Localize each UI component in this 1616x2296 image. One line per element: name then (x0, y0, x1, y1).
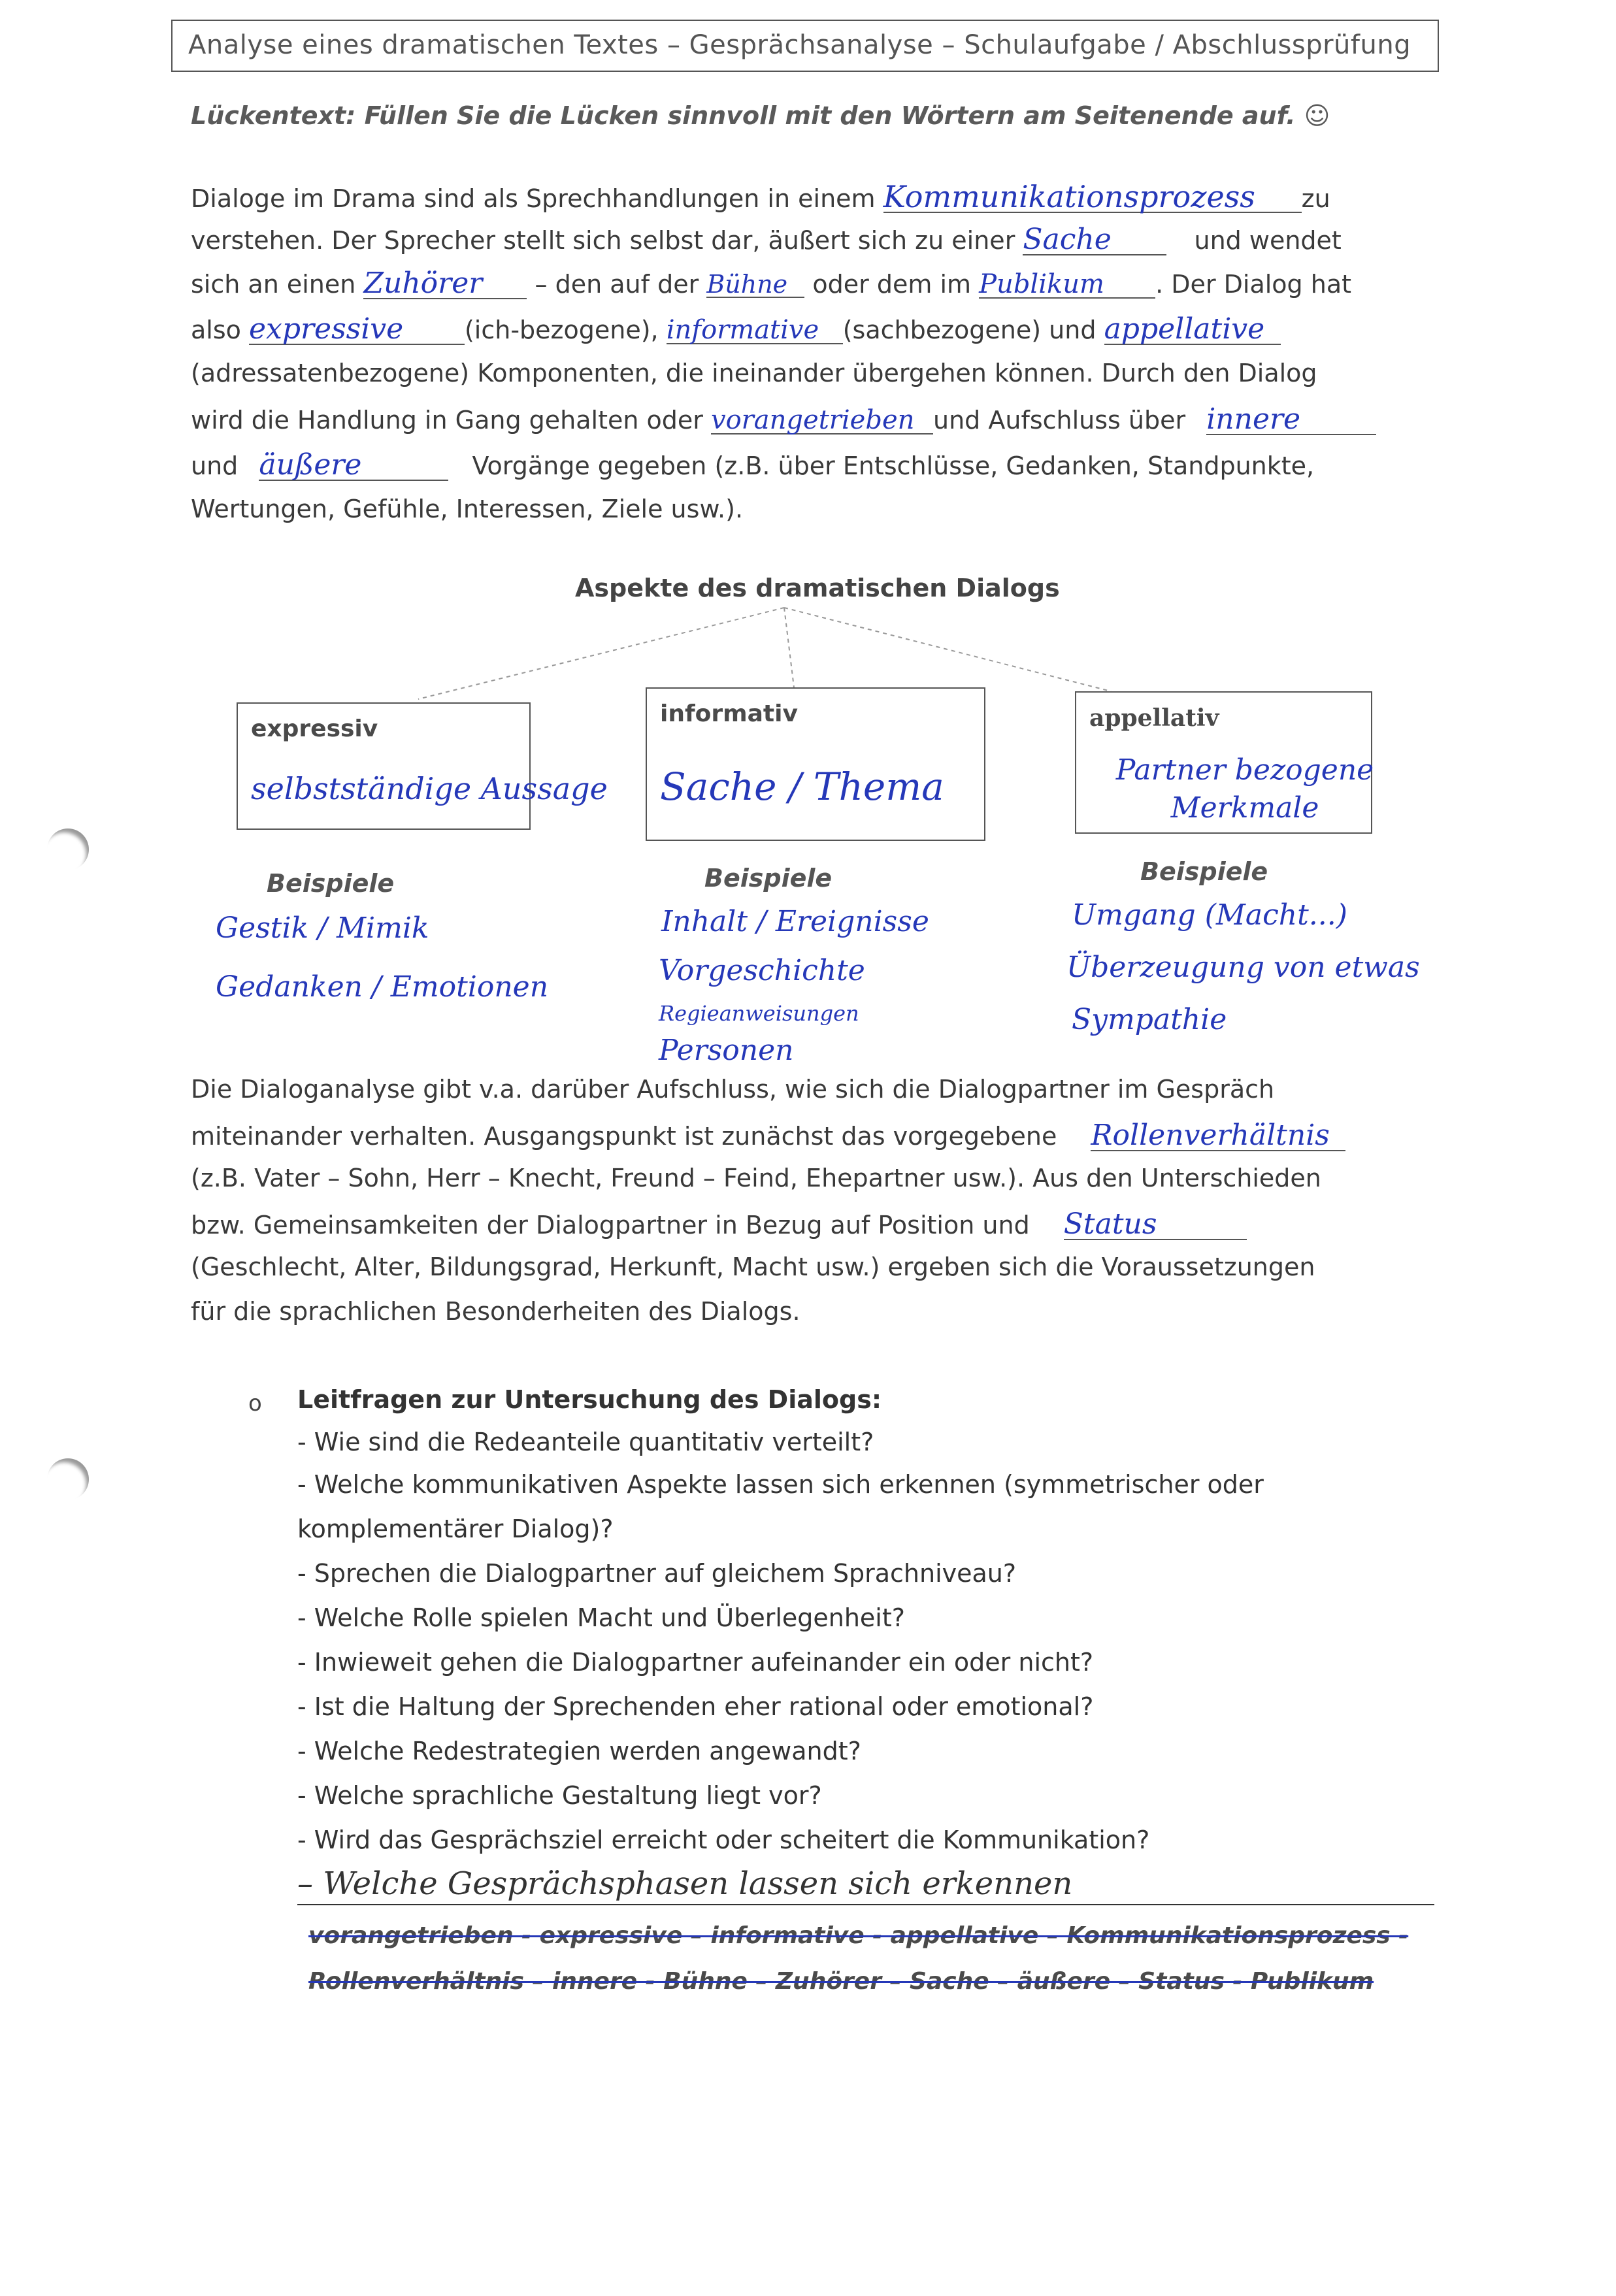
analysis-text: miteinander verhalten. Ausgangspunkt ist zunächst das vorgegebene (191, 1122, 1057, 1151)
example-item: Regieanweisungen (659, 1001, 859, 1026)
instruction-text: Lückentext: Füllen Sie die Lücken sinnvoll mit den Wörtern am Seitenende auf. ☺ (191, 101, 1330, 130)
handwritten-question: – Welche Gesprächsphasen lassen sich erkennen (297, 1865, 1073, 1902)
example-item: Personen (659, 1034, 794, 1067)
answer-blank: äußere (259, 451, 448, 481)
example-item: Gedanken / Emotionen (216, 970, 549, 1004)
answer-blank: Rollenverhältnis (1091, 1121, 1345, 1151)
question-item: - Sprechen die Dialogpartner auf gleichem Sprachniveau? (297, 1559, 1017, 1588)
cloze-line-5: (adressatenbezogene) Komponenten, die ineinander übergehen können. Durch den Dialog (191, 359, 1317, 387)
diagram-title: Aspekte des dramatischen Dialogs (575, 574, 1060, 602)
answer-blank: vorangetrieben (711, 407, 933, 435)
cloze-text: Dialoge im Drama sind als Sprechhandlungen in einem (191, 184, 876, 213)
wordbank-line-1: vorangetrieben - expressive – informative - appellative – Kommunikationsprozess - (308, 1922, 1409, 1949)
page-title: Analyse eines dramatischen Textes – Gesprächsanalyse – Schulaufgabe / Abschlussprüfung (188, 30, 1411, 60)
wordbank-line-2: Rollenverhältnis – innere - Bühne – Zuhörer – Sache – äußere – Status - Publikum (308, 1968, 1374, 1995)
cloze-text: – den auf der (535, 270, 699, 299)
cloze-text: (ich-bezogene), (464, 316, 659, 344)
cloze-line-8: Wertungen, Gefühle, Interessen, Ziele usw.). (191, 495, 744, 523)
answer-blank: Status (1064, 1210, 1247, 1240)
example-item: Inhalt / Ereignisse (661, 905, 929, 938)
analysis-line-3: (z.B. Vater – Sohn, Herr – Knecht, Freund – Feind, Ehepartner usw.). Aus den Unterschieden (191, 1164, 1321, 1192)
cloze-text: also (191, 316, 241, 344)
question-item: komplementärer Dialog)? (297, 1515, 614, 1543)
analysis-text: bzw. Gemeinsamkeiten der Dialogpartner in Bezug auf Position und (191, 1211, 1030, 1239)
example-item: Gestik / Mimik (216, 911, 429, 945)
punch-hole-bottom (47, 1458, 89, 1500)
guiding-questions-title: Leitfragen zur Untersuchung des Dialogs: (297, 1385, 882, 1414)
question-item: - Welche Rolle spielen Macht und Überlegenheit? (297, 1603, 905, 1632)
answer-blank: Zuhörer (363, 269, 527, 299)
cloze-text: verstehen. Der Sprecher stellt sich selbst dar, äußert sich zu einer (191, 226, 1015, 255)
example-item: Überzeugung von etwas (1066, 951, 1420, 984)
question-item: - Welche kommunikativen Aspekte lassen sich erkennen (symmetrischer oder (297, 1470, 1264, 1499)
box-label: expressiv (251, 715, 378, 742)
question-item: - Wird das Gesprächsziel erreicht oder scheitert die Kommunikation? (297, 1826, 1150, 1854)
cloze-text: oder dem im (812, 270, 972, 299)
question-item: - Welche sprachliche Gestaltung liegt vor? (297, 1781, 822, 1810)
answer-blank: Bühne (706, 272, 804, 298)
question-item: - Ist die Haltung der Sprechenden eher rational oder emotional? (297, 1692, 1094, 1721)
answer-blank: innere (1206, 405, 1376, 435)
cloze-text: zu (1301, 184, 1330, 213)
examples-label-appellativ: Beispiele (1140, 857, 1268, 886)
cloze-text: wird die Handlung in Gang gehalten oder (191, 406, 703, 435)
list-bullet: o (248, 1390, 262, 1417)
cloze-text: und Aufschluss über (933, 406, 1186, 435)
question-item: - Inwieweit gehen die Dialogpartner aufeinander ein oder nicht? (297, 1648, 1094, 1677)
answer-blank: Publikum (979, 271, 1155, 299)
box-answer-expressiv: selbstständige Aussage (251, 771, 608, 806)
cloze-text: . Der Dialog hat (1155, 270, 1352, 299)
examples-label-expressiv: Beispiele (267, 869, 395, 898)
diagram-connectors (0, 0, 1616, 784)
example-item: Vorgeschichte (659, 954, 865, 987)
cloze-text: (sachbezogene) und (842, 316, 1097, 344)
analysis-line-5: (Geschlecht, Alter, Bildungsgrad, Herkunft, Macht usw.) ergeben sich die Voraussetzungen (191, 1253, 1315, 1281)
box-answer-informativ: Sache / Thema (660, 764, 944, 809)
cloze-text: und wendet (1194, 226, 1342, 255)
answer-blank: Kommunikationsprozess (883, 182, 1302, 213)
analysis-line-4 (191, 1207, 1247, 1241)
box-expressiv (237, 702, 531, 830)
answer-blank: informative (667, 317, 843, 344)
analysis-line-6: für die sprachlichen Besonderheiten des Dialogs. (191, 1297, 800, 1326)
answer-blank: appellative (1104, 315, 1281, 345)
cloze-text: Vorgänge gegeben (z.B. über Entschlüsse, Gedanken, Standpunkte, (472, 451, 1315, 480)
answer-line (297, 1904, 1434, 1905)
example-item: Umgang (Macht...) (1072, 898, 1347, 932)
example-item: Sympathie (1072, 1003, 1227, 1036)
analysis-line-1: Die Dialoganalyse gibt v.a. darüber Aufschluss, wie sich die Dialogpartner im Gespräch (191, 1075, 1275, 1104)
box-answer-appellativ: Partner bezogene Merkmale (1115, 753, 1374, 825)
examples-label-informativ: Beispiele (704, 864, 833, 893)
answer-blank: Sache (1023, 225, 1166, 255)
punch-hole-top (47, 828, 89, 870)
box-label: informativ (660, 700, 798, 727)
question-item: - Welche Redestrategien werden angewandt? (297, 1737, 861, 1765)
answer-blank: expressive (249, 315, 465, 345)
analysis-line-2 (191, 1121, 1345, 1151)
cloze-text: und (191, 451, 239, 480)
cloze-text: sich an einen (191, 270, 356, 299)
box-label: appellativ (1089, 704, 1219, 732)
question-item: - Wie sind die Redeanteile quantitativ verteilt? (297, 1428, 874, 1456)
